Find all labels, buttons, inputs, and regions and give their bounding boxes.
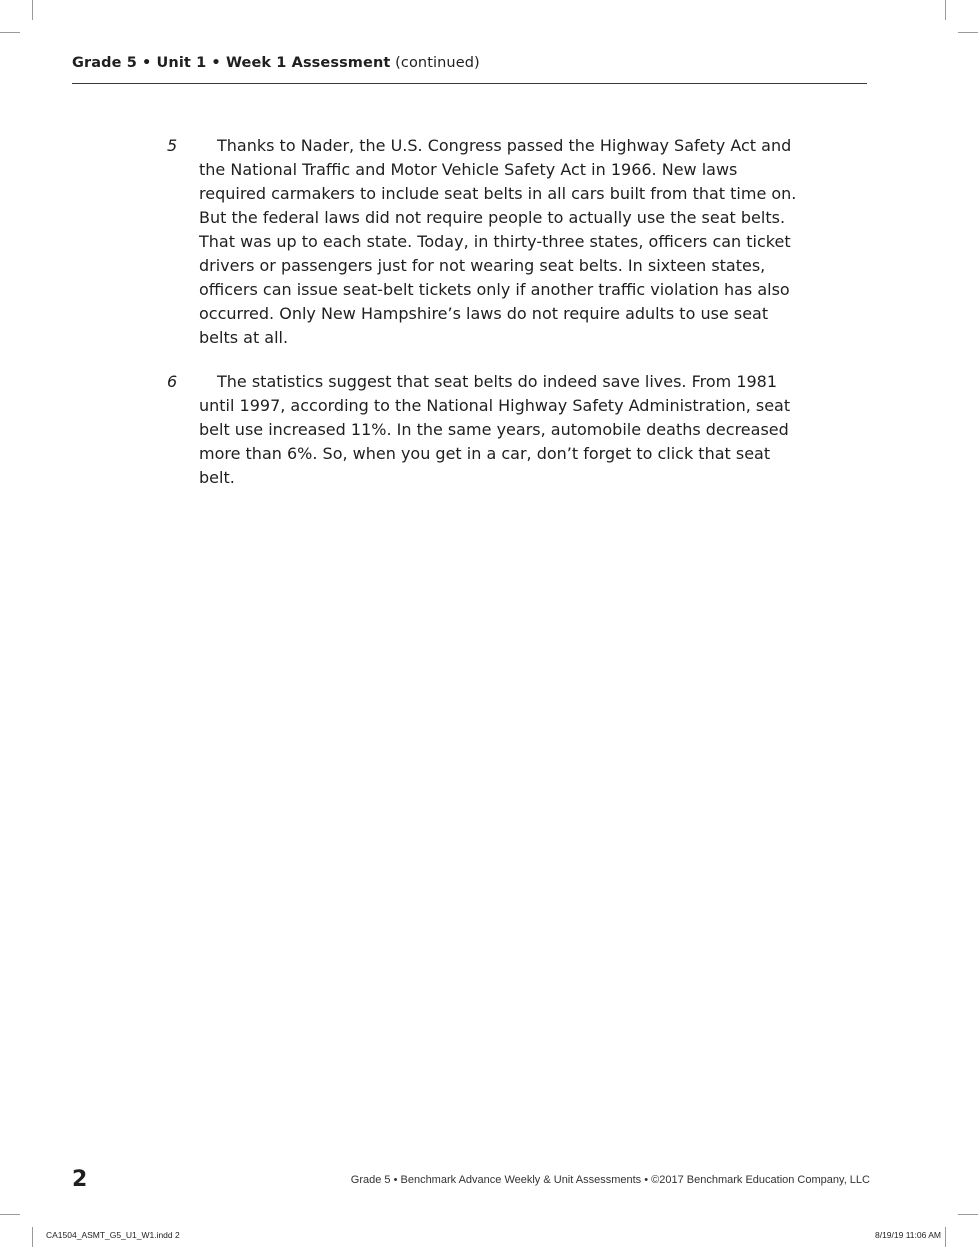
paragraph-text: Thanks to Nader, the U.S. Congress passed the Highway Safety Act and the National Traffic and Motor Vehicle Safety Act in 1966. New laws required carmakers to include seat belts in all cars built from that time on. But the federal laws did not require people to actually use the seat belts. That was up to each state. Today, in thirty-three states, officers can ticket drivers or passengers just for not wearing seat belts. In sixteen states, officers can issue seat-belt tickets only if another traffic violation has also occurred. Only New Hampshire’s laws do not require adults to use seat belts at all. — [199, 136, 797, 347]
crop-mark — [0, 32, 20, 33]
crop-mark — [32, 1227, 33, 1247]
slug-filename: CA1504_ASMT_G5_U1_W1.indd 2 — [46, 1230, 180, 1240]
crop-mark — [958, 32, 978, 33]
crop-mark — [958, 1214, 978, 1215]
paragraph-6 — [167, 370, 807, 490]
crop-mark — [32, 0, 33, 20]
paragraph-number: 5 — [167, 136, 178, 155]
crop-mark — [945, 1227, 946, 1247]
page-header — [72, 55, 480, 71]
crop-mark — [0, 1214, 20, 1215]
paragraph-5 — [167, 134, 807, 350]
header-divider — [72, 83, 867, 84]
header-suffix: (continued) — [395, 55, 480, 71]
crop-mark — [945, 0, 946, 20]
paragraph-number: 6 — [167, 372, 178, 391]
paragraph-text: The statistics suggest that seat belts do indeed save lives. From 1981 until 1997, according to the National Highway Safety Administration, seat belt use increased 11%. In the same years, automobile deaths decreased more than 6%. So, when you get in a car, don’t forget to click that seat belt. — [199, 372, 791, 487]
header-title: Grade 5 • Unit 1 • Week 1 Assessment — [72, 55, 391, 71]
slug-timestamp: 8/19/19 11:06 AM — [874, 1230, 941, 1240]
footer-credit: Grade 5 • Benchmark Advance Weekly & Unit Assessments • ©2017 Benchmark Education Company, LLC — [350, 1174, 870, 1186]
page-number: 2 — [72, 1167, 88, 1192]
